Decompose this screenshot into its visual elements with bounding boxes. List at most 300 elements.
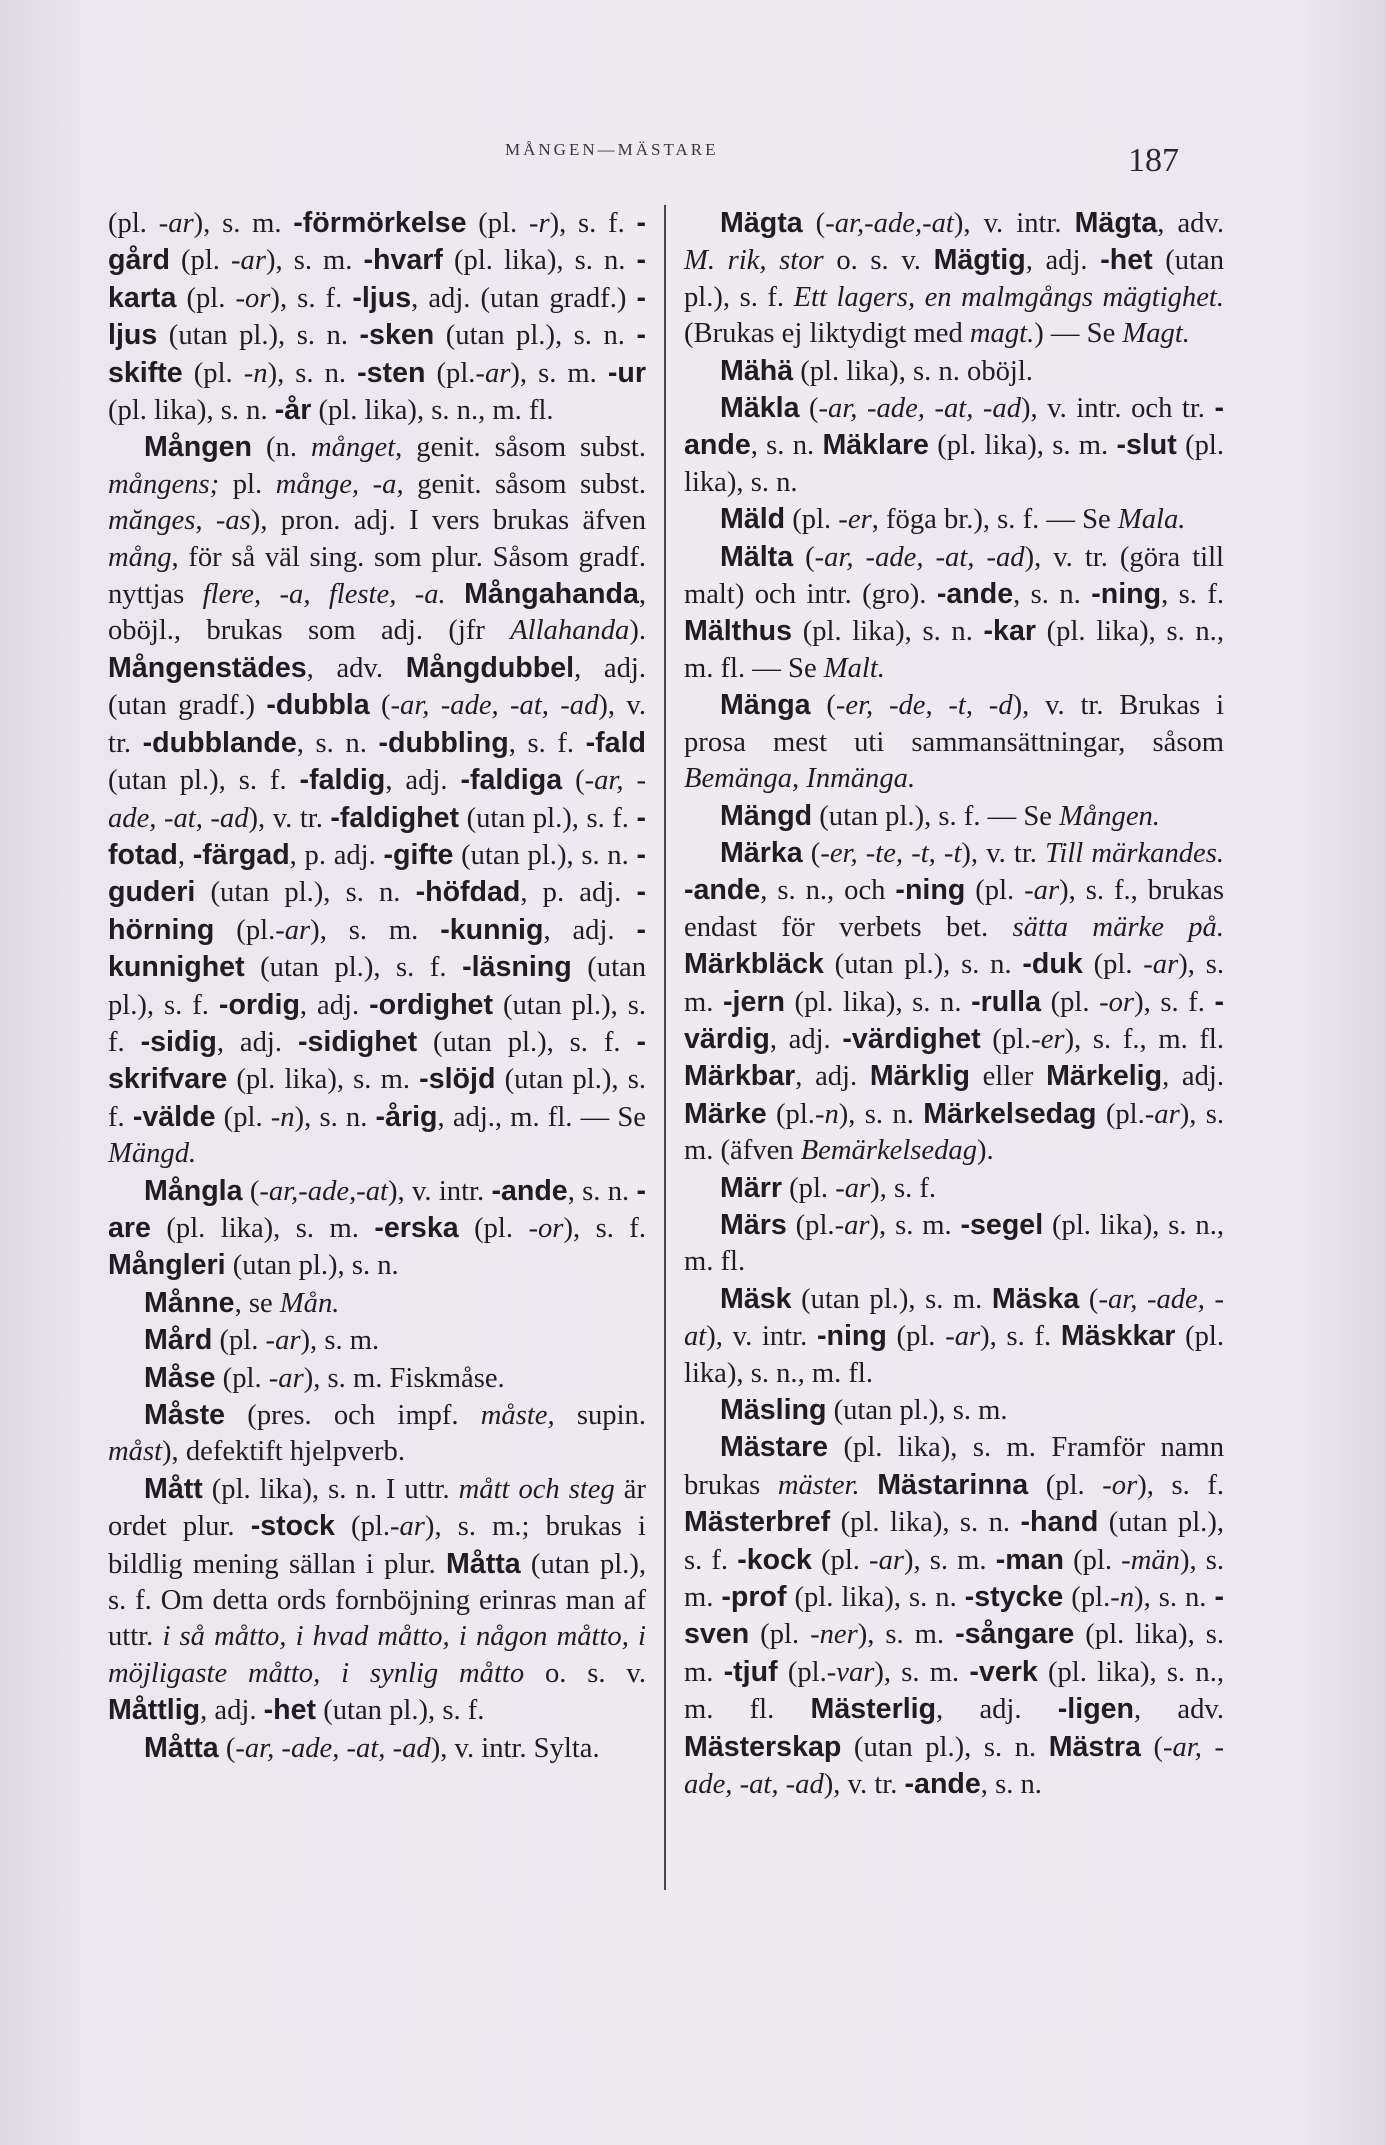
- headword: -ning: [1091, 578, 1162, 611]
- entry-text: , adj.: [936, 1694, 1058, 1726]
- entry-text: (pl. lika), s. n.: [792, 616, 984, 648]
- entry-text: , för så väl sing. som plur. Såsom gradf. nyttjas: [108, 541, 646, 611]
- dictionary-entry-maste: [108, 1397, 646, 1471]
- italic-text: Allahanda: [510, 615, 630, 647]
- entry-text: ), s. m.: [904, 1544, 996, 1576]
- italic-text: -ar: [158, 208, 194, 239]
- headword: Måste: [144, 1399, 226, 1431]
- italic-text: -ar, -ade, -at, -ad: [818, 393, 1021, 425]
- italic-text: Ett lagers, en malmgångs mägtighet.: [793, 281, 1225, 313]
- entry-text: , s. n.: [980, 1769, 1042, 1801]
- entry-text: , adj.: [543, 914, 637, 946]
- italic-text: måst: [108, 1436, 163, 1468]
- headword: -prof: [721, 1581, 787, 1614]
- italic-text: -ar: [1144, 1098, 1180, 1130]
- headword: Mäskkar: [1060, 1320, 1176, 1353]
- italic-text: -or: [528, 1212, 564, 1244]
- entry-text: , s. n.: [1013, 579, 1092, 611]
- entry-text: ), s. m.: [874, 1656, 970, 1688]
- entry-text: ), s. n.: [1134, 1582, 1215, 1614]
- entry-text: ), s. m.: [684, 1544, 1224, 1614]
- entry-text: (pl. lika), s. m.: [150, 1212, 375, 1244]
- italic-text: sätta märke på.: [1012, 911, 1224, 943]
- headword: -ande: [936, 578, 1014, 611]
- headword: -höfdad: [415, 876, 521, 909]
- dictionary-entry-mangla: [108, 1173, 646, 1285]
- italic-text: Till märkandes.: [1045, 837, 1225, 869]
- headword: -ande: [684, 392, 1224, 462]
- entry-text: , adj.: [200, 1695, 264, 1727]
- italic-text: Magt.: [1122, 318, 1190, 350]
- entry-text: ), s. m. (äfven: [684, 1098, 1225, 1167]
- italic-text: magt.: [969, 318, 1035, 350]
- entry-text: ), s. m. Fiskmåse.: [303, 1362, 505, 1394]
- headword: -verk: [969, 1655, 1038, 1688]
- italic-text: -ar: [834, 1209, 870, 1241]
- entry-text: ), v. intr. Sylta.: [430, 1732, 600, 1764]
- entry-text: (pl. lika), s. m.: [227, 1064, 420, 1096]
- entry-text: , adj.: [769, 1023, 843, 1055]
- italic-text: Mala.: [1117, 504, 1186, 536]
- italic-text: -ar, -ade, -at, -ad: [390, 690, 599, 722]
- dictionary-entry-manne: [108, 1285, 646, 1322]
- entry-text: (pl.: [785, 504, 839, 536]
- entry-text: ), v. tr.: [823, 1769, 905, 1801]
- entry-text: , adj.: [1162, 1061, 1224, 1093]
- entry-text: (pl. lika), s. n.: [108, 395, 275, 427]
- headword: -värdighet: [842, 1022, 981, 1055]
- headword: Mästerbref: [684, 1506, 831, 1539]
- headword: -ning: [895, 874, 966, 907]
- headword: -dubblande: [142, 726, 297, 759]
- running-head: MÅNGEN—MÄSTARE: [505, 140, 719, 159]
- italic-text: -er: [838, 504, 872, 536]
- headword: Mäld: [720, 503, 786, 536]
- italic-text: M. rik, stor: [684, 245, 824, 277]
- entry-text: ), s. m.: [265, 245, 364, 277]
- headword: Mången: [144, 431, 253, 464]
- headword: -kock: [737, 1543, 812, 1576]
- headword: Mästerlig: [810, 1693, 937, 1726]
- entry-text: är ordet plur.: [108, 1473, 646, 1543]
- entry-text: (: [218, 1732, 236, 1764]
- entry-text: (pl.: [965, 875, 1025, 907]
- entry-text: ), s. n.: [838, 1098, 924, 1130]
- entry-text: ), v. intr.: [706, 1321, 817, 1353]
- entry-text: ), v. tr. Brukas i prosa mest uti sammansättningar, såsom: [684, 690, 1225, 758]
- entry-text: (pl.: [215, 1362, 269, 1394]
- headword: Mäklare: [822, 429, 929, 462]
- column-divider: [664, 205, 666, 1890]
- headword: Mångenstädes: [108, 651, 307, 684]
- entry-text: o. s. v.: [823, 245, 934, 277]
- headword: Mästra: [1048, 1730, 1141, 1763]
- entry-text: ), v. intr.: [953, 208, 1075, 239]
- entry-text: (: [802, 208, 826, 239]
- entry-text: ), v. tr.: [108, 690, 646, 759]
- entry-text: (pl. lika), s. n. oböjl.: [793, 355, 1033, 387]
- headword: Mångdubbel: [405, 651, 575, 684]
- dictionary-entry-mase: [108, 1360, 646, 1397]
- headword: Märkbar: [684, 1060, 796, 1093]
- entry-text: (pl.: [1082, 949, 1144, 981]
- italic-text: -n: [270, 1101, 295, 1133]
- headword: -kar: [983, 615, 1036, 648]
- italic-text: -ar: [475, 357, 511, 389]
- italic-text: -ar: [945, 1321, 981, 1353]
- headword: Mått: [144, 1472, 203, 1505]
- headword: -ande: [684, 874, 761, 907]
- italic-text: -var: [826, 1656, 875, 1688]
- entry-text: , s. n., och: [760, 875, 896, 907]
- entry-text: (pl.: [1096, 1098, 1145, 1130]
- headword: -välde: [132, 1100, 216, 1133]
- entry-text: (pl.: [1063, 1582, 1111, 1614]
- dictionary-entry-mangd: [684, 798, 1224, 835]
- headword: -ur: [607, 356, 646, 389]
- entry-text: ), v. tr. (göra till malt) och intr. (gro).: [684, 541, 1224, 611]
- entry-text: (utan pl.), s. f.: [108, 952, 646, 1021]
- headword: -gård: [108, 207, 647, 277]
- italic-text: -ar: [1024, 875, 1060, 907]
- entry-text: (pl. lika), s. m.: [684, 1619, 1224, 1688]
- entry-text: , genit. såsom subst.: [395, 432, 647, 464]
- headword: Märklig: [869, 1060, 970, 1093]
- entry-text: ) — Se: [1034, 318, 1123, 350]
- entry-text: ), s. m.: [684, 949, 1224, 1018]
- italic-text: -ar, -ade, -at, -ad: [814, 541, 1025, 573]
- entry-text: (pl. lika), s. n., m. fl.: [684, 1321, 1225, 1389]
- entry-text: (pl. lika), s. m.: [928, 430, 1117, 462]
- headword: -slöjd: [419, 1063, 496, 1096]
- headword: -erska: [374, 1211, 459, 1244]
- headword: Mägtig: [933, 244, 1026, 277]
- headword: -skifte: [108, 319, 646, 389]
- headword: Mälthus: [684, 615, 793, 648]
- entry-text: (utan pl.), s. f.: [417, 1026, 637, 1058]
- entry-text: (: [1140, 1731, 1163, 1763]
- italic-text: -n: [243, 357, 268, 389]
- headword: Mästarinna: [877, 1468, 1029, 1501]
- entry-text: (: [802, 837, 821, 869]
- entry-text: ), s. f.: [1134, 986, 1215, 1018]
- entry-text: (pl.: [425, 357, 476, 389]
- entry-text: (utan pl.), s. f.: [108, 1064, 646, 1133]
- italic-text: måste,: [480, 1400, 555, 1431]
- headword: -stock: [250, 1510, 335, 1543]
- entry-text: (: [369, 690, 391, 722]
- dictionary-entry-makla: [684, 390, 1224, 501]
- italic-text: -ar,-ade,-at: [825, 208, 954, 239]
- italic-text: mått och steg: [458, 1473, 615, 1505]
- entry-text: , adj. (utan gradf.): [411, 282, 637, 314]
- entry-text: (pl. lika), s. n. I uttr.: [202, 1473, 459, 1505]
- entry-text: (pl.: [458, 1212, 529, 1244]
- headword: Mähä: [720, 354, 794, 387]
- dictionary-entry-mard: [108, 1322, 646, 1359]
- entry-text: ), s. m.: [310, 914, 441, 946]
- headword: -gifte: [383, 838, 454, 871]
- headword: -ande: [491, 1174, 568, 1207]
- headword: Märr: [720, 1171, 782, 1204]
- entry-text: (pl.: [215, 1101, 271, 1133]
- headword: -dubbla: [266, 689, 370, 722]
- entry-text: (utan pl.), s. f.: [316, 1695, 485, 1727]
- italic-text: mångens;: [108, 468, 220, 500]
- italic-text: i så måtto, i hvad måtto, i någon måtto, i möjligaste måtto, i synlig måtto: [108, 1621, 646, 1689]
- entry-text: (pl.: [1041, 986, 1100, 1018]
- headword: Mägta: [720, 207, 803, 239]
- entry-text: (pres. och impf.: [225, 1400, 481, 1431]
- entry-text: ), s. m.; brukas i bildlig mening sällan i plur.: [108, 1511, 646, 1580]
- entry-text: ), defektift hjelpverb.: [162, 1436, 405, 1468]
- headword: Mästerskap: [684, 1730, 842, 1763]
- headword: -ande: [904, 1768, 981, 1801]
- italic-text: Mången.: [1059, 800, 1160, 832]
- headword: Måttlig: [108, 1694, 201, 1727]
- italic-text: -ar: [265, 1325, 301, 1357]
- entry-text: , adv.: [1134, 1694, 1225, 1726]
- headword: -are: [108, 1174, 646, 1244]
- headword: -het: [1100, 244, 1153, 277]
- dictionary-entry-mangen-cont: [108, 205, 646, 429]
- headword: Mård: [144, 1324, 213, 1357]
- headword: Mångahanda: [464, 578, 639, 611]
- entry-text: (pl.: [334, 1511, 390, 1543]
- headword: Mäkla: [720, 392, 800, 425]
- entry-text: (pl. lika), s. n.: [684, 430, 1224, 498]
- headword: -sidighet: [297, 1025, 418, 1058]
- entry-text: (utan pl.), s. n.: [157, 320, 360, 352]
- italic-text: -n: [1110, 1582, 1135, 1614]
- headword: -läsning: [462, 951, 572, 984]
- headword: Mälta: [720, 540, 794, 573]
- entry-text: (pl. lika), s. n.: [784, 986, 972, 1018]
- entry-text: ), v. tr.: [961, 837, 1046, 869]
- entry-text: (pl.: [766, 1098, 815, 1130]
- entry-text: (: [810, 690, 836, 722]
- italic-text: månge, -a,: [275, 468, 404, 500]
- headword: Märkelsedag: [923, 1097, 1097, 1130]
- headword: -segel: [960, 1208, 1044, 1241]
- italic-text: flere, -a, fleste, -a.: [202, 579, 446, 611]
- entry-text: (pl.: [212, 1325, 266, 1357]
- entry-text: (pl.: [886, 1321, 946, 1353]
- entry-text: (utan pl.), s. n.: [434, 320, 637, 352]
- headword: -sken: [359, 319, 435, 352]
- headword: -hörning: [108, 876, 646, 946]
- entry-text: (pl.: [749, 1619, 811, 1651]
- entry-text: (utan pl.), s. f.: [108, 989, 646, 1058]
- entry-text: (utan pl.), s. f.: [244, 952, 463, 984]
- entry-text: , s. n.: [296, 727, 379, 759]
- right-column: [684, 205, 1224, 1803]
- italic-text: -ar,-ade,-at: [259, 1175, 388, 1207]
- headword: -förmörkelse: [293, 207, 467, 239]
- entry-text: (pl. lika), s. n., m. fl. — Se: [684, 616, 1224, 684]
- headword: -ljus: [108, 281, 646, 352]
- italic-text: -er, -de, -t, -d: [835, 690, 1013, 722]
- headword: Mänga: [720, 689, 811, 722]
- entry-text: (pl. lika), s. n.: [830, 1507, 1021, 1539]
- headword: Mångla: [144, 1174, 243, 1207]
- dictionary-entry-marka: [684, 835, 1224, 1170]
- entry-text: ), s. f., m. fl.: [1064, 1023, 1225, 1055]
- left-column: [108, 205, 646, 1767]
- dictionary-entry-manga: [684, 687, 1224, 797]
- entry-text: (n.: [252, 432, 311, 464]
- entry-text: (pl.: [214, 914, 276, 946]
- headword: Mäsk: [720, 1282, 792, 1315]
- entry-text: (: [793, 541, 815, 573]
- headword: Märkelig: [1046, 1060, 1163, 1093]
- dictionary-entry-matt: [108, 1471, 646, 1730]
- entry-text: ), s. f.: [870, 1172, 937, 1204]
- headword: -jern: [722, 985, 785, 1018]
- italic-text: -or: [1102, 1469, 1138, 1501]
- entry-text: ), v. intr. och tr.: [1021, 393, 1215, 425]
- entry-text: eller: [969, 1061, 1047, 1093]
- entry-text: (utan pl.), s. f.: [459, 802, 637, 834]
- dictionary-entry-malta: [684, 539, 1224, 688]
- headword: Mästare: [720, 1431, 829, 1464]
- entry-text: (utan pl.), s. m.: [826, 1395, 1008, 1426]
- entry-text: (pl. lika), s. n., m. fl.: [311, 395, 554, 427]
- italic-text: Mängd.: [108, 1138, 197, 1170]
- entry-text: ).: [977, 1135, 994, 1167]
- headword: -fald: [585, 726, 646, 759]
- entry-text: (utan pl.), s. f. — Se: [812, 800, 1060, 832]
- entry-text: ), s. f.: [270, 282, 353, 314]
- dictionary-entry-mald: [684, 501, 1224, 538]
- headword: -ligen: [1057, 1693, 1135, 1726]
- headword: Märka: [720, 836, 803, 869]
- entry-text: (pl.: [466, 208, 529, 239]
- entry-text: (pl.: [777, 1656, 827, 1688]
- entry-text: ,: [177, 839, 193, 871]
- entry-text: ), s. m.: [193, 208, 294, 239]
- dictionary-entry-mastare: [684, 1429, 1224, 1803]
- italic-text: -ar, -ade, -at, -ad: [235, 1732, 431, 1764]
- entry-text: ), s. f.: [563, 1212, 646, 1244]
- italic-text: -ar, -ade, -at, -ad: [684, 1731, 1224, 1801]
- entry-text: (utan pl.), s. f. Om detta ords fornböjning erinras man af uttr.: [108, 1548, 646, 1653]
- dictionary-entry-magta: [684, 205, 1224, 353]
- entry-text: (utan pl.), s. n.: [823, 949, 1023, 981]
- italic-text: mănges, -as: [108, 505, 251, 537]
- entry-text: ), v. intr.: [388, 1175, 492, 1207]
- entry-text: ), s. f., brukas endast för verbets bet.: [684, 875, 1224, 943]
- headword: -sven: [684, 1581, 1224, 1651]
- headword: -skrifvare: [108, 1025, 647, 1096]
- italic-text: -er, -te, -t, -t: [820, 837, 962, 869]
- entry-text: , adj.: [216, 1026, 298, 1058]
- italic-text: -n: [814, 1098, 839, 1130]
- headword: -ljus: [352, 281, 412, 314]
- headword: -stycke: [964, 1581, 1064, 1614]
- headword: Märs: [720, 1208, 787, 1241]
- entry-text: , p. adj.: [520, 877, 637, 909]
- entry-text: (pl. lika), s. n.: [786, 1582, 965, 1614]
- italic-text: -ar: [231, 245, 266, 277]
- italic-text: -ner: [810, 1619, 858, 1651]
- entry-text: (pl.: [811, 1544, 870, 1576]
- headword: -kunnig: [440, 913, 544, 946]
- italic-text: mäster.: [777, 1469, 860, 1501]
- entry-text: ), s. f.: [1137, 1469, 1224, 1501]
- entry-text: (pl.: [1028, 1469, 1103, 1501]
- italic-text: -ar, -ade, -at: [684, 1283, 1224, 1353]
- entry-text: , oböjl., brukas som adj. (jfr: [108, 579, 647, 647]
- entry-text: [860, 1470, 878, 1501]
- entry-text: (pl.: [169, 245, 232, 277]
- entry-text: (: [242, 1175, 260, 1207]
- entry-text: , adj. (utan gradf.): [108, 652, 646, 722]
- entry-text: (pl.: [786, 1209, 835, 1241]
- entry-text: , s. n.: [750, 430, 823, 462]
- italic-text: -ar: [275, 914, 311, 946]
- entry-text: o. s. v.: [524, 1657, 646, 1689]
- headword: Mängd: [720, 799, 813, 832]
- entry-text: (pl.: [108, 208, 159, 239]
- headword: -man: [995, 1543, 1065, 1576]
- headword: Måse: [144, 1361, 216, 1394]
- entry-text: (utan pl.), s. m.: [791, 1283, 992, 1315]
- entry-text: (pl. lika), s. n., m. fl.: [684, 1656, 1224, 1726]
- entry-text: , adj., m. fl. — Se: [437, 1101, 646, 1133]
- entry-text: (: [799, 393, 819, 425]
- italic-text: Mån.: [279, 1287, 340, 1319]
- headword: -hvarf: [363, 244, 443, 277]
- headword: -tjuf: [723, 1655, 778, 1688]
- entry-text: (: [1079, 1283, 1099, 1315]
- entry-text: (pl. lika), s. m. Framför namn brukas: [684, 1432, 1224, 1501]
- entry-text: , s. f.: [1161, 579, 1224, 611]
- entry-text: ), s. m.: [300, 1325, 380, 1357]
- headword: -sångare: [955, 1618, 1075, 1651]
- entry-text: (pl.: [176, 282, 236, 314]
- headword: Måtta: [446, 1547, 521, 1580]
- italic-text: -ar: [389, 1511, 425, 1543]
- italic-text: -ar: [1143, 949, 1179, 981]
- entry-text: , adv.: [1157, 208, 1225, 239]
- headword: Märkbläck: [684, 948, 824, 981]
- entry-text: (pl. lika), s. n., m. fl.: [684, 1209, 1224, 1278]
- entry-text: ), s. m.: [869, 1209, 961, 1241]
- headword: -ordig: [218, 988, 300, 1021]
- entry-text: ).: [629, 615, 646, 647]
- italic-text: -ar: [869, 1544, 904, 1576]
- headword: -ordighet: [369, 988, 493, 1021]
- italic-text: -or: [1099, 986, 1135, 1018]
- entry-text: ), s. n.: [294, 1101, 376, 1133]
- entry-text: , p. adj.: [289, 839, 384, 871]
- entry-text: ), s. n.: [267, 357, 358, 389]
- italic-text: Bemärkelsedag: [800, 1135, 977, 1167]
- headword: -sidig: [140, 1025, 217, 1058]
- headword: -faldig: [299, 764, 386, 797]
- headword: -färgad: [192, 838, 290, 871]
- entry-text: , föga br.), s. f. — Se: [871, 504, 1118, 536]
- entry-text: (utan pl.), s. f.: [684, 1507, 1224, 1576]
- entry-text: ), s. f.: [549, 208, 637, 239]
- entry-text: (pl. lika), s. n.: [442, 245, 637, 277]
- headword: Månne: [144, 1286, 235, 1319]
- entry-text: ), s. m.: [857, 1619, 956, 1651]
- entry-text: , adj.: [385, 765, 461, 797]
- entry-text: ), v. tr.: [248, 802, 331, 834]
- headword: -rulla: [971, 985, 1042, 1018]
